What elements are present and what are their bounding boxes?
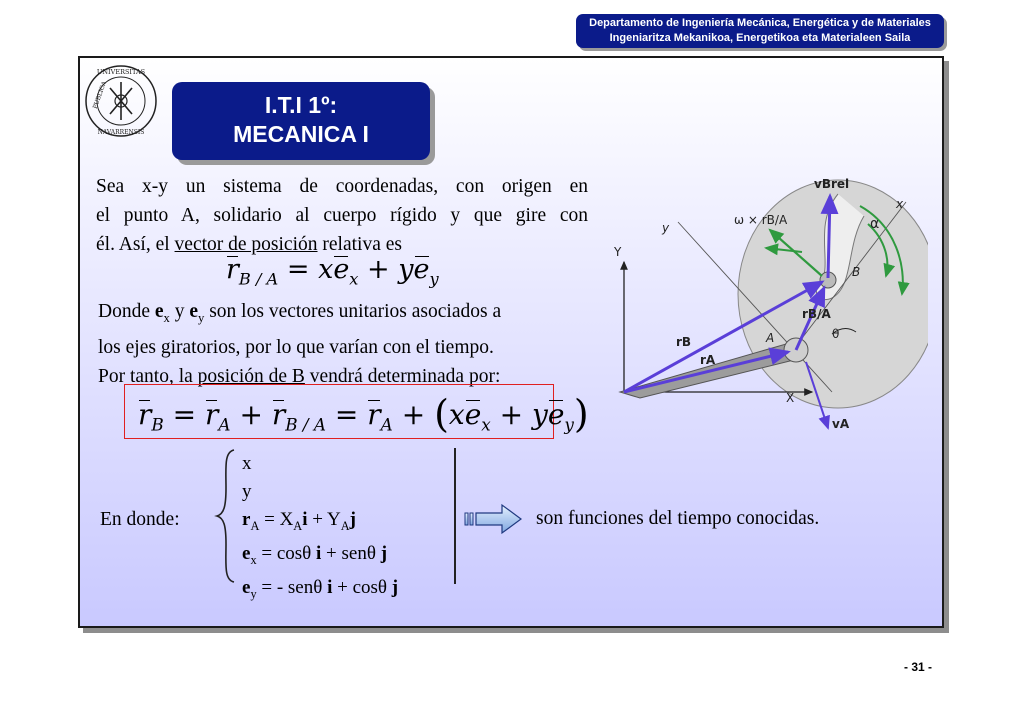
eq2-ey: e xyxy=(547,398,565,431)
eq2-ra2: r xyxy=(367,398,381,431)
def-ey-cos: + cosθ xyxy=(332,576,392,598)
def-ex-sen: + senθ xyxy=(321,542,381,564)
seal-top-text: UNIVERSITAS xyxy=(96,68,146,76)
eq2-ex: e xyxy=(464,398,482,431)
eq2-equals1: = xyxy=(172,398,197,431)
label-rba: rB/A xyxy=(802,307,831,321)
course-title-line2: MECANICA I xyxy=(233,121,369,147)
para2-ey-sub: y xyxy=(198,310,205,325)
para2-line2: los ejes giratorios, por lo que varían con el tiempo. xyxy=(98,336,494,358)
department-name-es: Departamento de Ingeniería Mecánica, Energética y de Materiales xyxy=(589,17,931,29)
course-title-line1: I.T.I 1º: xyxy=(264,92,338,118)
eq1-equals: = xyxy=(286,254,310,285)
para2-ex: e xyxy=(154,301,164,322)
def-ex-e: e xyxy=(242,542,251,564)
eq2-ra-sub: A xyxy=(218,414,231,435)
def-ra-j: j xyxy=(349,509,356,530)
def-ey-e: e xyxy=(242,576,251,598)
label-va: vA xyxy=(832,417,850,431)
eq2-rb-sub: B xyxy=(151,414,164,435)
eq1-term2-sub: y xyxy=(429,269,439,289)
def-ra-r: r xyxy=(242,509,251,530)
eq1-ey: e xyxy=(413,254,430,285)
label-point-b: B xyxy=(852,265,861,279)
eq2-equals2: = xyxy=(334,398,359,431)
def-ex-j: j xyxy=(380,542,388,564)
para2-text2: y xyxy=(169,301,190,322)
def-ey-sub: y xyxy=(250,586,257,601)
eq2-rba-sub: B / A xyxy=(285,414,326,435)
label-omega-x-rba: ω × rB/A xyxy=(734,213,788,227)
eq2-rparen: ) xyxy=(573,392,589,436)
seal-left-text: PUBLICA xyxy=(91,80,109,110)
para2-line3-post: vendrá determinada por: xyxy=(304,365,501,387)
def-ey-j: j xyxy=(391,576,399,598)
def-ex-i: i xyxy=(316,542,322,564)
intro-line1: Sea x-y un sistema de coordenadas, con origen en xyxy=(96,176,588,197)
eq2-ra2-sub: A xyxy=(380,414,393,435)
def-ex-cos: = cosθ xyxy=(256,542,317,564)
page-number: - 31 - xyxy=(904,660,933,674)
label-vbrel: vBrel xyxy=(814,177,850,191)
para2-ex-sub: x xyxy=(163,310,170,325)
right-arrow-icon xyxy=(464,502,524,536)
def-ra-i: i xyxy=(302,509,308,530)
eq2-plus1: + xyxy=(239,398,263,431)
label-fixed-x: X xyxy=(786,391,795,405)
eq2-lparen: ( xyxy=(434,392,449,436)
conclusion-text: son funciones del tiempo conocidas. xyxy=(536,508,820,529)
where-label: En donde: xyxy=(100,509,180,530)
eq2-rba: r xyxy=(271,398,286,431)
eq2-ra: r xyxy=(205,398,219,431)
intro-term-position-vector: vector de posición xyxy=(174,234,318,255)
vector-vbrel xyxy=(828,196,830,278)
relative-position-equation: $r_{B / A} = xe_x + ye_y$ xyxy=(226,254,439,289)
para2-line3-pre: Por tanto, la xyxy=(98,365,198,387)
label-theta: θ xyxy=(832,327,840,341)
system-left-brace xyxy=(214,448,238,584)
def-ra-sub3: A xyxy=(340,518,350,533)
label-fixed-y: Y xyxy=(614,245,622,259)
eq1-lhs: r xyxy=(226,254,239,285)
department-name-eu: Ingeniaritza Mekanikoa, Energetikoa eta Materialeen Saila xyxy=(609,32,911,44)
def-ra-sub: A xyxy=(250,518,260,533)
def-ex xyxy=(242,540,398,574)
label-rb: rB xyxy=(676,335,692,349)
eq2-term1-sub: x xyxy=(481,414,491,435)
department-header xyxy=(576,14,944,48)
def-ex-sub: x xyxy=(250,552,257,567)
para2-text1: Donde xyxy=(98,301,155,322)
para2-text3: son los vectores unitarios asociados a xyxy=(204,301,502,322)
intro-paragraph xyxy=(96,172,588,259)
eq1-term1-sub: x xyxy=(349,269,359,289)
eq1-lhs-sub: B / A xyxy=(238,269,279,289)
label-point-a: A xyxy=(766,331,775,345)
unit-vectors-paragraph xyxy=(98,297,598,391)
eq2-plus2: + xyxy=(401,398,426,431)
label-rotating-y: y xyxy=(662,221,670,235)
def-ey xyxy=(242,574,398,608)
def-ra-sub2: A xyxy=(293,518,303,533)
def-ey-i: i xyxy=(327,576,333,598)
def-ey-sen: = - senθ xyxy=(256,576,328,598)
eq2-term2-sub: y xyxy=(564,414,574,435)
label-ra: rA xyxy=(700,353,716,367)
eq1-plus: + xyxy=(367,254,390,285)
eq1-ex: e xyxy=(333,254,350,285)
eq2-plus3: + xyxy=(499,398,524,431)
def-ra-xa: = X xyxy=(259,509,294,530)
seal-bottom-text: NAVARRENSIS xyxy=(97,129,145,136)
rotating-body-figure xyxy=(606,166,928,436)
para2-ey: e xyxy=(189,301,199,322)
course-title-box xyxy=(172,82,430,160)
university-seal-logo xyxy=(84,64,158,138)
intro-line3-pre: él. Así, el xyxy=(96,234,175,255)
def-ra xyxy=(242,506,398,540)
def-y: y xyxy=(242,481,252,502)
para2-line1 xyxy=(98,297,598,333)
eq2-rb: r xyxy=(138,398,152,431)
intro-line2: el punto A, solidario al cuerpo rígido y que gire con xyxy=(96,205,588,226)
system-right-bar xyxy=(454,448,456,584)
label-rotating-x: x xyxy=(896,197,904,211)
where-definitions-list xyxy=(242,450,398,607)
def-ra-ya: + Y xyxy=(307,509,341,530)
position-of-b-equation: $r_B = r_A + r_{B / A} = r_A + (xe_x + ye_y)$ xyxy=(138,392,589,436)
para2-term-position-of-b: posición de B xyxy=(197,365,305,387)
intro-line3-post: relativa es xyxy=(317,234,402,255)
def-x: x xyxy=(242,453,252,474)
label-alpha: α xyxy=(870,216,880,232)
